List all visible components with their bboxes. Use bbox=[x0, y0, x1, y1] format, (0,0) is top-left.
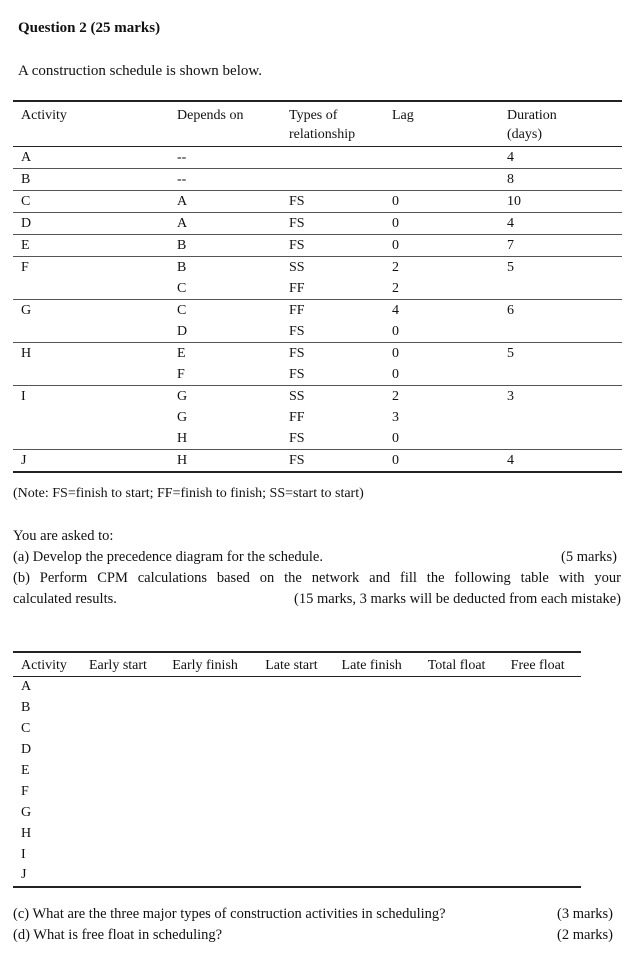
duration-cell: 5 bbox=[507, 260, 514, 275]
depends-on-cell: B bbox=[177, 238, 187, 253]
results-empty-cell bbox=[81, 698, 164, 719]
results-empty-cell bbox=[334, 740, 420, 761]
results-activity-cell: A bbox=[21, 679, 32, 695]
duration-cell: 10 bbox=[507, 194, 521, 209]
relationship-cell: SS bbox=[289, 260, 305, 275]
relationship-cell: FF bbox=[289, 281, 305, 296]
duration-cell bbox=[507, 364, 622, 386]
duration-cell: 6 bbox=[507, 303, 514, 318]
results-empty-cell bbox=[334, 698, 420, 719]
results-activity-cell: G bbox=[21, 804, 32, 820]
duration-cell bbox=[507, 278, 622, 300]
depends-on-cell: B bbox=[177, 260, 187, 275]
depends-on-cell: D bbox=[177, 324, 188, 339]
schedule-table bbox=[13, 100, 622, 473]
depends-on-cell: H bbox=[177, 453, 188, 468]
question-c bbox=[13, 906, 613, 923]
lag-cell: 0 bbox=[392, 346, 399, 361]
lag-cell: 0 bbox=[392, 324, 399, 339]
schedule-row bbox=[13, 147, 622, 169]
duration-cell: 7 bbox=[507, 238, 514, 253]
lag-cell: 4 bbox=[392, 303, 399, 318]
duration-cell bbox=[507, 321, 622, 343]
activity-cell: C bbox=[21, 194, 31, 209]
lag-cell: 2 bbox=[392, 260, 399, 275]
relationship-cell: SS bbox=[289, 389, 305, 404]
results-empty-cell bbox=[81, 823, 164, 844]
depends-on-cell: C bbox=[177, 303, 187, 318]
results-empty-cell bbox=[420, 781, 503, 802]
results-empty-cell bbox=[420, 740, 503, 761]
results-empty-cell bbox=[164, 698, 257, 719]
relationship-cell: FS bbox=[289, 194, 305, 209]
relationship-cell: FS bbox=[289, 324, 305, 339]
relationship-cell: FS bbox=[289, 453, 305, 468]
relationship-cell: FS bbox=[289, 431, 305, 446]
activity-group-f bbox=[13, 257, 622, 300]
results-row bbox=[13, 761, 581, 782]
results-empty-cell bbox=[81, 761, 164, 782]
header-duration-line1: Duration bbox=[507, 108, 557, 123]
results-empty-cell bbox=[81, 677, 164, 698]
lag-cell: 0 bbox=[392, 453, 399, 468]
depends-on-cell: F bbox=[177, 367, 185, 382]
results-row bbox=[13, 802, 581, 823]
question-a-marks: (5 marks) bbox=[561, 549, 617, 565]
results-empty-cell bbox=[420, 865, 503, 887]
question-b-line1: (b) Perform CPM calculations based on the network and fill the following table with your bbox=[13, 570, 621, 586]
header-types bbox=[289, 101, 392, 147]
results-activity-cell: J bbox=[21, 867, 27, 883]
schedule-row bbox=[13, 364, 622, 386]
results-empty-cell bbox=[503, 761, 581, 782]
results-row bbox=[13, 823, 581, 844]
duration-cell: 4 bbox=[507, 150, 514, 165]
results-empty-cell bbox=[503, 802, 581, 823]
schedule-row bbox=[13, 191, 622, 213]
results-activity-cell: B bbox=[21, 700, 31, 716]
duration-cell: 4 bbox=[507, 216, 514, 231]
depends-on-cell: G bbox=[177, 410, 188, 425]
results-activity-cell: I bbox=[21, 846, 26, 862]
results-empty-cell bbox=[334, 844, 420, 865]
results-row bbox=[13, 740, 581, 761]
relationship-cell bbox=[289, 169, 392, 191]
schedule-row bbox=[13, 300, 622, 322]
depends-on-cell: A bbox=[177, 194, 188, 209]
depends-on-cell: -- bbox=[177, 172, 187, 187]
results-empty-cell bbox=[164, 802, 257, 823]
results-empty-cell bbox=[257, 677, 333, 698]
schedule-row bbox=[13, 343, 622, 365]
results-empty-cell bbox=[81, 802, 164, 823]
question-b-line2 bbox=[13, 591, 621, 608]
schedule-row bbox=[13, 450, 622, 473]
duration-cell bbox=[507, 428, 622, 450]
header-activity: Activity bbox=[21, 108, 67, 123]
activity-group-j bbox=[13, 450, 622, 473]
results-empty-cell bbox=[334, 761, 420, 782]
duration-cell bbox=[507, 407, 622, 428]
results-header-row bbox=[13, 652, 581, 677]
results-empty-cell bbox=[503, 677, 581, 698]
activity-group-e bbox=[13, 235, 622, 257]
activity-group-g bbox=[13, 300, 622, 343]
activity-cell bbox=[13, 321, 169, 343]
schedule-row bbox=[13, 257, 622, 279]
results-empty-cell bbox=[503, 865, 581, 887]
header-duration bbox=[507, 101, 622, 147]
results-empty-cell bbox=[420, 823, 503, 844]
header-depends-on: Depends on bbox=[177, 108, 244, 123]
results-row bbox=[13, 698, 581, 719]
lag-cell: 2 bbox=[392, 389, 399, 404]
relationship-cell: FF bbox=[289, 303, 305, 318]
results-empty-cell bbox=[257, 865, 333, 887]
activity-cell: G bbox=[21, 303, 32, 318]
question-d bbox=[13, 927, 613, 944]
results-empty-cell bbox=[503, 823, 581, 844]
depends-on-cell: H bbox=[177, 431, 188, 446]
lag-cell: 0 bbox=[392, 194, 399, 209]
results-empty-cell bbox=[81, 719, 164, 740]
results-empty-cell bbox=[164, 677, 257, 698]
results-empty-cell bbox=[81, 865, 164, 887]
schedule-row bbox=[13, 386, 622, 408]
results-empty-cell bbox=[257, 698, 333, 719]
results-empty-cell bbox=[257, 802, 333, 823]
lag-cell: 0 bbox=[392, 367, 399, 382]
schedule-row bbox=[13, 169, 622, 191]
header-duration-line2: (days) bbox=[507, 127, 542, 142]
results-empty-cell bbox=[164, 740, 257, 761]
results-row bbox=[13, 844, 581, 865]
results-row bbox=[13, 719, 581, 740]
results-row bbox=[13, 865, 581, 887]
results-table bbox=[13, 651, 581, 888]
lag-cell bbox=[392, 169, 507, 191]
schedule-row bbox=[13, 407, 622, 428]
schedule-row bbox=[13, 213, 622, 235]
depends-on-cell: G bbox=[177, 389, 188, 404]
relationship-cell: FS bbox=[289, 238, 305, 253]
activity-cell: H bbox=[21, 346, 32, 361]
duration-cell: 8 bbox=[507, 172, 514, 187]
asked-text: You are asked to: bbox=[13, 528, 114, 544]
results-empty-cell bbox=[420, 698, 503, 719]
results-empty-cell bbox=[503, 781, 581, 802]
results-empty-cell bbox=[420, 719, 503, 740]
question-title: Question 2 (25 marks) bbox=[18, 20, 161, 36]
results-empty-cell bbox=[257, 719, 333, 740]
results-header-activity: Activity bbox=[21, 657, 67, 673]
activity-cell: B bbox=[21, 172, 31, 187]
header-lag: Lag bbox=[392, 108, 414, 123]
relationship-cell: FF bbox=[289, 410, 305, 425]
intro-text: A construction schedule is shown below. bbox=[18, 63, 262, 79]
question-d-marks: (2 marks) bbox=[557, 927, 613, 943]
lag-cell: 0 bbox=[392, 431, 399, 446]
results-row bbox=[13, 677, 581, 698]
results-empty-cell bbox=[164, 761, 257, 782]
results-header-total-float: Total float bbox=[427, 657, 486, 673]
results-empty-cell bbox=[334, 802, 420, 823]
results-empty-cell bbox=[420, 677, 503, 698]
results-activity-cell: C bbox=[21, 721, 31, 737]
schedule-row bbox=[13, 321, 622, 343]
relationship-cell: FS bbox=[289, 367, 305, 382]
note-text: (Note: FS=finish to start; FF=finish to finish; SS=start to start) bbox=[13, 486, 364, 501]
schedule-header-row bbox=[13, 101, 622, 147]
question-a-text: (a) Develop the precedence diagram for the schedule. bbox=[13, 549, 323, 565]
activity-cell bbox=[13, 407, 169, 428]
duration-cell: 4 bbox=[507, 453, 514, 468]
results-empty-cell bbox=[503, 698, 581, 719]
activity-cell: I bbox=[21, 389, 26, 404]
results-empty-cell bbox=[334, 865, 420, 887]
results-activity-cell: D bbox=[21, 742, 32, 758]
results-activity-cell: F bbox=[21, 783, 29, 799]
question-a bbox=[13, 549, 617, 566]
activity-group-d bbox=[13, 213, 622, 235]
schedule-row bbox=[13, 235, 622, 257]
results-header-early-finish: Early finish bbox=[172, 657, 238, 673]
results-empty-cell bbox=[334, 677, 420, 698]
header-types-line2: relationship bbox=[289, 127, 356, 142]
lag-cell: 3 bbox=[392, 410, 399, 425]
results-empty-cell bbox=[503, 740, 581, 761]
relationship-cell: FS bbox=[289, 346, 305, 361]
results-empty-cell bbox=[81, 740, 164, 761]
results-empty-cell bbox=[420, 844, 503, 865]
results-empty-cell bbox=[81, 781, 164, 802]
results-empty-cell bbox=[420, 802, 503, 823]
activity-cell: J bbox=[21, 453, 27, 468]
results-empty-cell bbox=[257, 761, 333, 782]
duration-cell: 5 bbox=[507, 346, 514, 361]
results-header-late-finish: Late finish bbox=[341, 657, 402, 673]
results-empty-cell bbox=[503, 719, 581, 740]
question-b-marks: (15 marks, 3 marks will be deducted from each mistake) bbox=[294, 591, 621, 607]
results-empty-cell bbox=[164, 844, 257, 865]
depends-on-cell: A bbox=[177, 216, 188, 231]
header-types-line1: Types of bbox=[289, 108, 338, 123]
depends-on-cell: -- bbox=[177, 150, 187, 165]
results-empty-cell bbox=[334, 781, 420, 802]
depends-on-cell: E bbox=[177, 346, 186, 361]
question-c-marks: (3 marks) bbox=[557, 906, 613, 922]
lag-cell: 0 bbox=[392, 238, 399, 253]
activity-cell: D bbox=[21, 216, 32, 231]
results-empty-cell bbox=[164, 865, 257, 887]
results-empty-cell bbox=[503, 844, 581, 865]
results-empty-cell bbox=[164, 823, 257, 844]
lag-cell bbox=[392, 147, 507, 169]
results-empty-cell bbox=[257, 844, 333, 865]
results-empty-cell bbox=[257, 781, 333, 802]
activity-group-i bbox=[13, 386, 622, 450]
activity-cell: A bbox=[21, 150, 32, 165]
results-empty-cell bbox=[334, 719, 420, 740]
results-empty-cell bbox=[164, 781, 257, 802]
results-header-late-start: Late start bbox=[265, 657, 318, 673]
activity-cell: F bbox=[21, 260, 29, 275]
schedule-row bbox=[13, 278, 622, 300]
depends-on-cell: C bbox=[177, 281, 187, 296]
activity-group-h bbox=[13, 343, 622, 386]
results-empty-cell bbox=[257, 740, 333, 761]
activity-group-a bbox=[13, 147, 622, 169]
results-empty-cell bbox=[164, 719, 257, 740]
activity-cell bbox=[13, 428, 169, 450]
question-d-text: (d) What is free float in scheduling? bbox=[13, 927, 223, 943]
results-activity-cell: E bbox=[21, 763, 30, 778]
activity-group-c bbox=[13, 191, 622, 213]
lag-cell: 2 bbox=[392, 281, 399, 296]
activity-group-b bbox=[13, 169, 622, 191]
results-empty-cell bbox=[81, 844, 164, 865]
results-header-early-start: Early start bbox=[89, 657, 147, 673]
schedule-row bbox=[13, 428, 622, 450]
question-b-line2-text: calculated results. bbox=[13, 591, 117, 607]
results-empty-cell bbox=[334, 823, 420, 844]
results-row bbox=[13, 781, 581, 802]
results-header-free-float: Free float bbox=[510, 657, 565, 673]
lag-cell: 0 bbox=[392, 216, 399, 231]
results-empty-cell bbox=[257, 823, 333, 844]
activity-cell bbox=[13, 278, 169, 300]
question-c-text: (c) What are the three major types of construction activities in scheduling? bbox=[13, 906, 446, 922]
relationship-cell bbox=[289, 147, 392, 169]
results-empty-cell bbox=[420, 761, 503, 782]
results-activity-cell: H bbox=[21, 825, 32, 841]
duration-cell: 3 bbox=[507, 389, 514, 404]
activity-cell: E bbox=[21, 238, 30, 253]
relationship-cell: FS bbox=[289, 216, 305, 231]
activity-cell bbox=[13, 364, 169, 386]
